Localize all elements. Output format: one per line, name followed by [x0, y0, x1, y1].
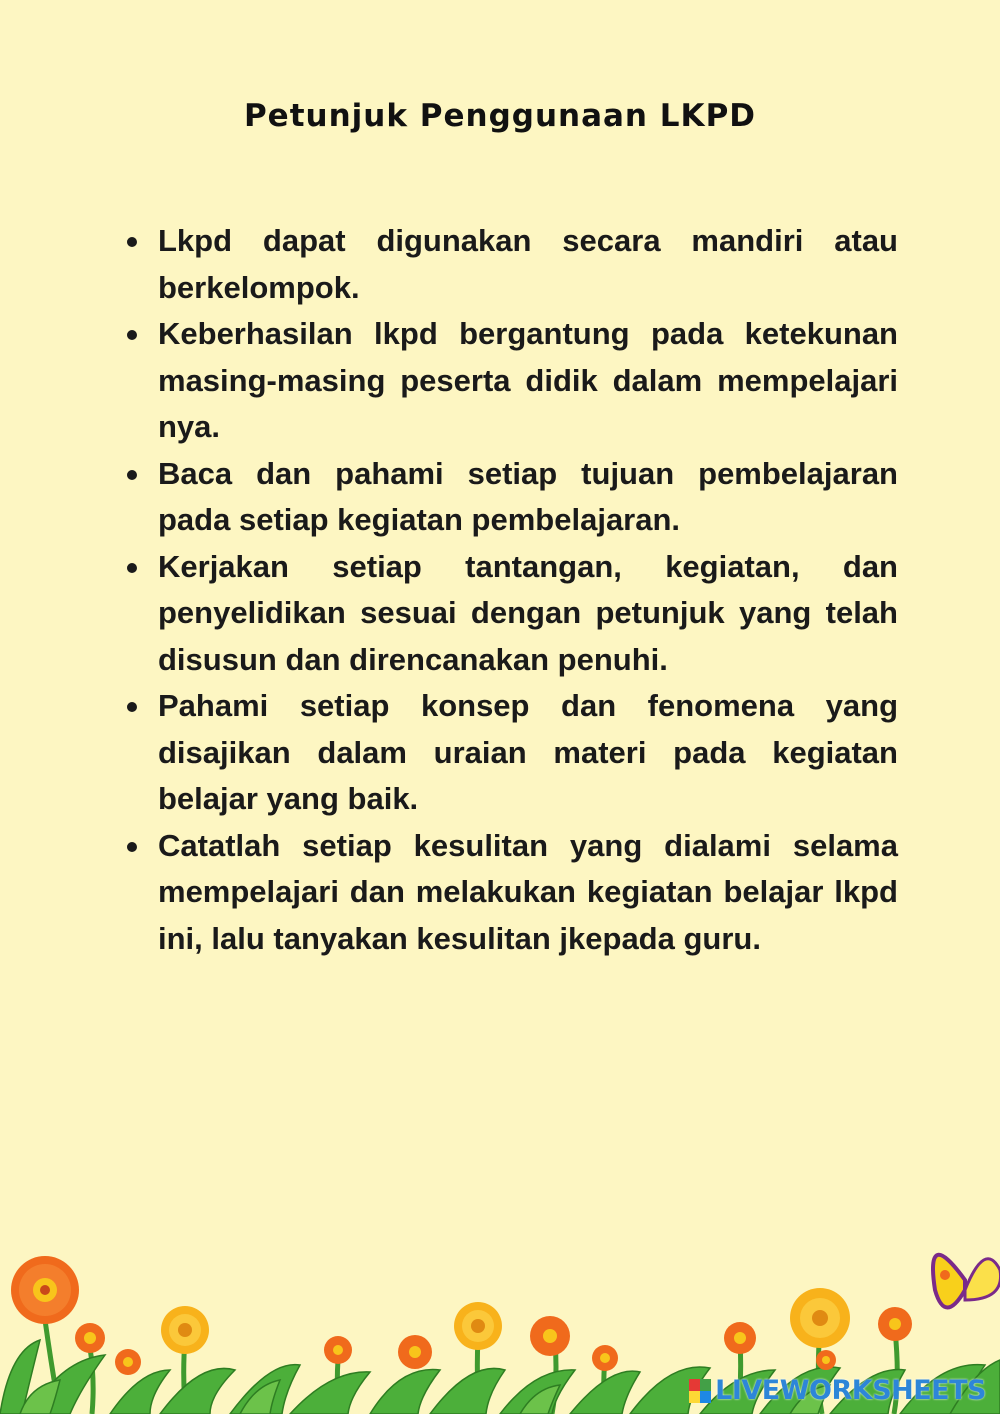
list-item: Lkpd dapat digunakan secara mandiri atau berkelompok.: [125, 218, 898, 311]
list-item: Keberhasilan lkpd bergantung pada ketekunan masing-masing peserta didik dalam mempelajari nya.: [125, 311, 898, 451]
bullet-icon: [127, 470, 137, 480]
page-title: Petunjuk Penggunaan LKPD: [243, 98, 757, 134]
list-item: Catatlah setiap kesulitan yang dialami selama mempelajari dan melakukan kegiatan belajar lkpd ini, lalu tanyakan kesulitan jkepada guru.: [125, 823, 898, 963]
bullet-icon: [127, 563, 137, 573]
watermark-text: LIVEWORKSHEETS: [715, 1375, 986, 1406]
liveworksheets-watermark: [689, 1375, 986, 1406]
bullet-icon: [127, 702, 137, 712]
list-item: Baca dan pahami setiap tujuan pembelajaran pada setiap kegiatan pembelajaran.: [125, 451, 898, 544]
list-item: Kerjakan setiap tantangan, kegiatan, dan penyelidikan sesuai dengan petunjuk yang telah disusun dan direncanakan penuhi.: [125, 544, 898, 684]
instruction-list: [125, 218, 898, 962]
list-item: Pahami setiap konsep dan fenomena yang disajikan dalam uraian materi pada kegiatan belajar yang baik.: [125, 683, 898, 823]
bullet-icon: [127, 842, 137, 852]
bullet-icon: [127, 330, 137, 340]
liveworksheets-logo-icon: [689, 1379, 711, 1403]
bullet-icon: [127, 237, 137, 247]
